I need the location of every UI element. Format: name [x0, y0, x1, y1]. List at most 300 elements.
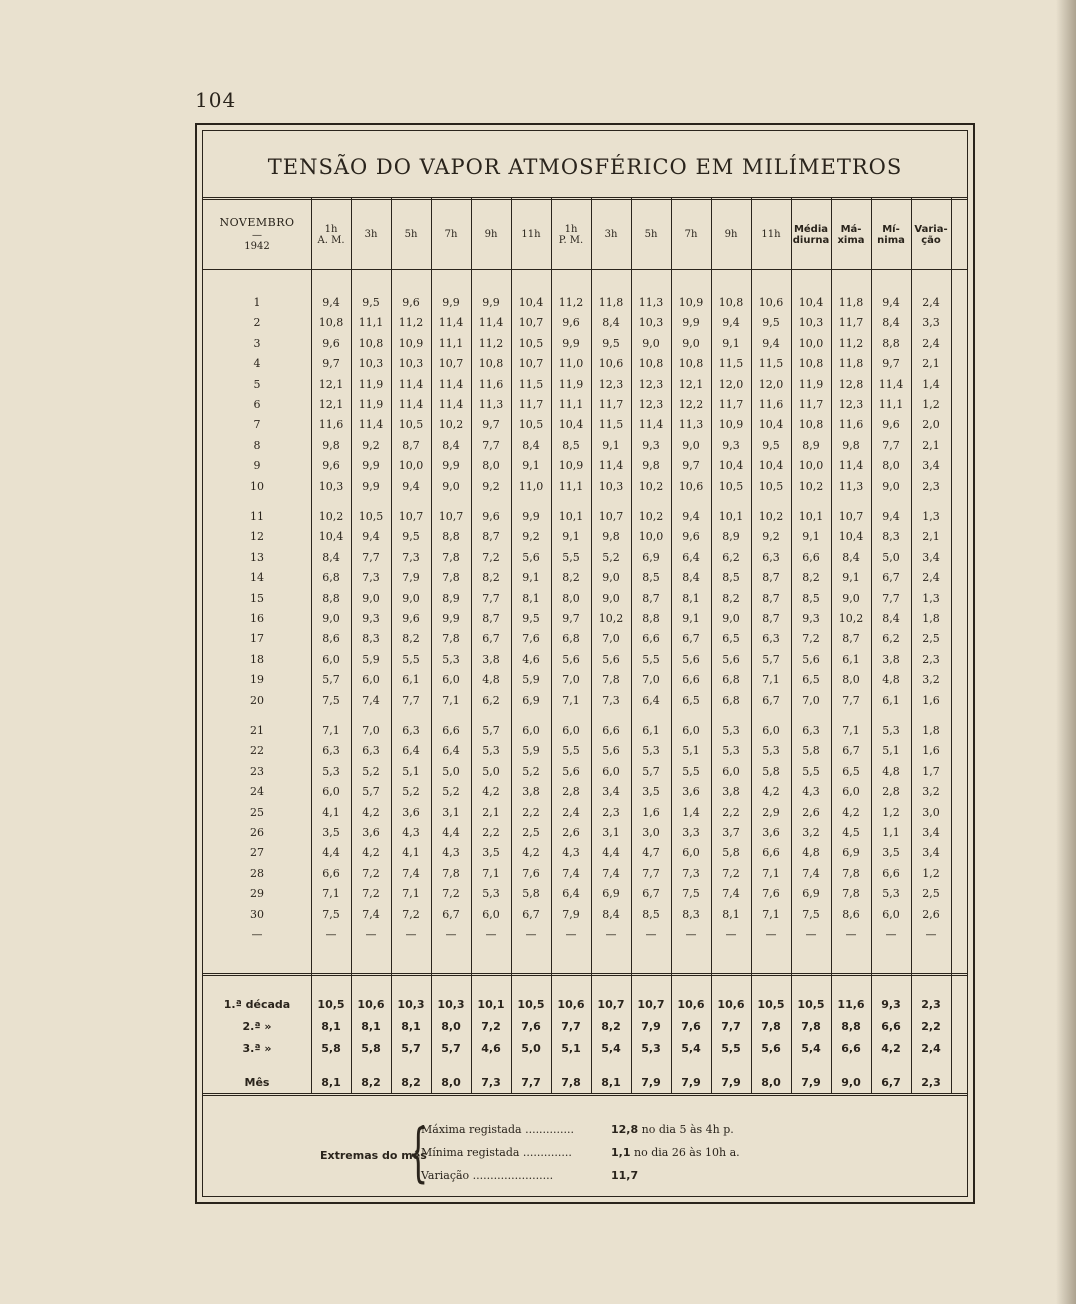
day-number: 17 [250, 632, 264, 646]
table-cell: 7,8 [442, 866, 460, 880]
table-cell: 9,3 [722, 438, 740, 452]
table-cell: 3,1 [442, 805, 460, 819]
day-number: 7 [253, 418, 261, 432]
table-cell: 11,8 [838, 296, 864, 309]
table-cell: 3,8 [722, 785, 740, 799]
summary-cell: 8,2 [401, 1076, 421, 1089]
table-cell: 9,3 [642, 438, 660, 452]
table-cell: 9,5 [762, 316, 780, 330]
table-cell: 6,7 [762, 693, 780, 707]
table-cell: 9,6 [322, 336, 340, 350]
table-cell: 10,4 [558, 418, 584, 432]
table-cell: 11,6 [838, 418, 864, 432]
table-cell: 5,6 [562, 652, 580, 666]
table-cell: 10,3 [638, 316, 664, 330]
table-cell: 9,4 [322, 296, 340, 309]
table-cell: 8,7 [402, 438, 420, 452]
table-cell: 2,5 [522, 826, 540, 839]
table-cell: 11,4 [438, 398, 464, 411]
header-rule [203, 269, 967, 270]
table-cell: — [685, 928, 697, 941]
day-number: 15 [250, 591, 264, 605]
header-column [511, 201, 551, 269]
table-cell: 10,5 [518, 336, 544, 350]
table-cell: 3,4 [922, 459, 940, 473]
table-cell: 6,0 [482, 907, 500, 921]
header-column [351, 201, 391, 269]
table-cell: 7,2 [362, 866, 380, 880]
table-cell: 9,7 [482, 418, 500, 432]
table-cell: 10,5 [718, 479, 744, 493]
table-cell: 1,6 [642, 805, 660, 819]
summary-cell: 10,6 [557, 998, 585, 1011]
table-cell: 10,8 [318, 316, 344, 330]
table-cell: 6,7 [842, 744, 860, 758]
summary-label: Mês [244, 1076, 270, 1089]
header-column-line2: P. M. [558, 235, 584, 246]
table-cell: 5,3 [482, 744, 500, 758]
table-cell: 7,4 [602, 866, 620, 880]
summary-cell: 7,8 [761, 1020, 781, 1033]
table-cell: 9,0 [642, 336, 660, 350]
table-cell: 6,0 [362, 673, 380, 687]
table-cell: 11,4 [638, 418, 664, 432]
summary-cell: 5,8 [321, 1042, 341, 1055]
table-cell: 8,9 [722, 530, 740, 544]
summary-cell: 5,6 [761, 1042, 781, 1055]
summary-cell: 10,5 [757, 998, 785, 1011]
table-cell: 6,0 [682, 724, 700, 737]
table-cell: 4,4 [442, 826, 460, 839]
summary-cell: 5,3 [641, 1042, 661, 1055]
summary-cell: 7,2 [481, 1020, 501, 1033]
table-cell: 10,7 [838, 510, 864, 523]
table-cell: 10,6 [598, 357, 624, 371]
day-number: 18 [250, 652, 264, 666]
table-cell: 7,6 [762, 887, 780, 901]
table-cell: 10,4 [718, 459, 744, 473]
table-cell: 7,1 [762, 866, 780, 880]
table-cell: 4,6 [522, 652, 540, 666]
table-cell: 11,3 [838, 479, 864, 493]
summary-cell: 8,1 [401, 1020, 421, 1033]
table-cell: 6,1 [642, 724, 660, 737]
table-cell: 10,6 [758, 296, 784, 309]
table-cell: 5,0 [882, 550, 900, 564]
table-cell: 2,6 [802, 805, 820, 819]
table-cell: 5,0 [442, 764, 460, 778]
table-cell: 7,5 [802, 907, 820, 921]
table-cell: 2,0 [922, 418, 940, 432]
table-cell: 5,6 [602, 744, 620, 758]
summary-cell: 8,1 [361, 1020, 381, 1033]
table-cell: 10,8 [638, 357, 664, 371]
table-cell: 6,5 [722, 632, 740, 646]
table-cell: 1,8 [922, 612, 940, 625]
extremes-label: Extremas do mês [320, 1149, 427, 1162]
table-cell: 6,6 [762, 846, 780, 860]
summary-cell: 6,7 [881, 1076, 901, 1089]
header-column [791, 201, 831, 269]
table-cell: 2,4 [922, 336, 940, 350]
table-cell: 7,4 [722, 887, 740, 901]
table-cell: 8,1 [722, 907, 740, 921]
table-cell: 11,3 [638, 296, 664, 309]
day-number: — [251, 928, 263, 941]
table-cell: 7,0 [602, 632, 620, 646]
summary-cell: 5,4 [801, 1042, 821, 1055]
table-cell: 11,5 [518, 377, 544, 391]
table-cell: 3,6 [402, 805, 420, 819]
table-cell: 11,4 [398, 398, 424, 411]
table-cell: 9,6 [402, 612, 420, 625]
header-dash: — [252, 229, 262, 241]
table-cell: 9,6 [322, 459, 340, 473]
table-cell: 4,2 [842, 805, 860, 819]
day-number: 29 [250, 887, 264, 901]
table-inner-frame [202, 130, 968, 1197]
table-cell: 7,1 [842, 724, 860, 737]
day-number: 6 [253, 398, 261, 411]
header-year: 1942 [244, 241, 270, 253]
table-cell: 9,8 [842, 438, 860, 452]
table-cell: 7,8 [842, 887, 860, 901]
table-cell: 9,0 [842, 591, 860, 605]
table-cell: 11,6 [318, 418, 344, 432]
table-cell: 11,1 [558, 479, 584, 493]
table-cell: 8,4 [602, 907, 620, 921]
header-column [911, 201, 951, 269]
table-cell: 7,7 [882, 591, 900, 605]
table-cell: 8,0 [842, 673, 860, 687]
table-cell: 9,1 [522, 571, 540, 585]
summary-cell: 10,1 [477, 998, 505, 1011]
table-cell: 6,5 [802, 673, 820, 687]
summary-cell: 2,4 [921, 1042, 941, 1055]
summary-cell: 10,5 [797, 998, 825, 1011]
day-number: 22 [250, 744, 264, 758]
table-cell: 6,3 [362, 744, 380, 758]
table-cell: 6,9 [642, 550, 660, 564]
summary-cell: 5,0 [521, 1042, 541, 1055]
table-cell: 11,5 [758, 357, 784, 371]
summary-cell: 6,6 [841, 1042, 861, 1055]
table-cell: 11,8 [838, 357, 864, 371]
table-cell: 2,1 [922, 530, 940, 544]
table-cell: 7,2 [722, 866, 740, 880]
table-cell: 8,3 [362, 632, 380, 646]
table-cell: 9,1 [602, 438, 620, 452]
table-cell: 7,6 [522, 866, 540, 880]
table-cell: 9,0 [402, 591, 420, 605]
day-number: 27 [250, 846, 264, 860]
table-cell: 7,1 [762, 907, 780, 921]
table-cell: 9,4 [402, 479, 420, 493]
table-cell: 11,2 [478, 336, 504, 350]
table-cell: 6,1 [842, 652, 860, 666]
table-cell: 7,1 [402, 887, 420, 901]
table-cell: 8,2 [562, 571, 580, 585]
table-cell: 4,3 [442, 846, 460, 860]
table-cell: 3,3 [922, 316, 940, 330]
summary-cell: 5,4 [601, 1042, 621, 1055]
summary-cell: 9,3 [881, 998, 901, 1011]
table-cell: 4,2 [362, 846, 380, 860]
summary-cell: 10,5 [517, 998, 545, 1011]
table-cell: 11,4 [598, 459, 624, 473]
table-cell: 10,0 [798, 459, 824, 473]
table-cell: 5,2 [602, 550, 620, 564]
table-cell: 3,0 [922, 805, 940, 819]
summary-cell: 5,1 [561, 1042, 581, 1055]
table-cell: 1,6 [922, 693, 940, 707]
table-cell: 3,4 [602, 785, 620, 799]
table-cell: 3,8 [482, 652, 500, 666]
table-cell: 9,0 [682, 336, 700, 350]
table-cell: 11,4 [438, 377, 464, 391]
table-cell: 9,9 [482, 296, 500, 309]
table-cell: 5,3 [322, 764, 340, 778]
table-cell: 6,0 [522, 724, 540, 737]
table-cell: — [605, 928, 617, 941]
table-cell: 11,6 [758, 398, 784, 411]
header-column-line2: nima [877, 235, 905, 246]
table-cell: 9,5 [362, 296, 380, 309]
table-cell: 12,3 [838, 398, 864, 411]
summary-cell: 7,7 [521, 1076, 541, 1089]
table-cell: 9,1 [842, 571, 860, 585]
summary-cell: 9,0 [841, 1076, 861, 1089]
table-cell: 5,3 [882, 887, 900, 901]
table-cell: 4,2 [482, 785, 500, 799]
table-cell: 5,2 [522, 764, 540, 778]
table-cell: 9,0 [682, 438, 700, 452]
table-cell: 8,2 [402, 632, 420, 646]
extreme-value-number: 11,7 [611, 1169, 639, 1182]
table-cell: 3,5 [642, 785, 660, 799]
table-cell: 7,5 [322, 693, 340, 707]
table-cell: 1,4 [682, 805, 700, 819]
summary-cell: 7,9 [641, 1020, 661, 1033]
table-cell: 12,0 [758, 377, 784, 391]
summary-cell: 11,6 [837, 998, 865, 1011]
table-cell: 7,5 [322, 907, 340, 921]
table-cell: 4,4 [602, 846, 620, 860]
summary-cell: 6,6 [881, 1020, 901, 1033]
table-cell: 7,1 [442, 693, 460, 707]
summary-cell: 7,9 [681, 1076, 701, 1089]
table-cell: 5,2 [402, 785, 420, 799]
table-cell: 8,4 [602, 316, 620, 330]
table-cell: 2,5 [922, 632, 940, 646]
table-cell: 12,8 [838, 377, 864, 391]
table-cell: 10,3 [318, 479, 344, 493]
table-cell: 8,5 [562, 438, 580, 452]
page-title: TENSÃO DO VAPOR ATMOSFÉRICO EM MILÍMETROS [267, 155, 903, 179]
table-cell: 4,2 [362, 805, 380, 819]
table-cell: 11,4 [838, 459, 864, 473]
table-cell: 8,2 [802, 571, 820, 585]
table-cell: — [725, 928, 737, 941]
table-cell: 10,8 [718, 296, 744, 309]
table-cell: 3,3 [682, 826, 700, 839]
summary-cell: 5,7 [441, 1042, 461, 1055]
table-cell: 8,2 [482, 571, 500, 585]
table-cell: 10,9 [678, 296, 704, 309]
table-cell: 7,8 [442, 632, 460, 646]
table-cell: 6,6 [802, 550, 820, 564]
table-cell: 6,0 [722, 764, 740, 778]
summary-cell: 10,7 [597, 998, 625, 1011]
table-cell: 8,7 [762, 612, 780, 625]
table-cell: 5,0 [482, 764, 500, 778]
table-cell: 5,3 [722, 724, 740, 737]
table-cell: 7,4 [362, 907, 380, 921]
table-cell: 9,8 [642, 459, 660, 473]
table-cell: 11,7 [598, 398, 624, 411]
table-cell: 6,6 [682, 673, 700, 687]
table-cell: — [765, 928, 777, 941]
table-cell: 10,7 [518, 357, 544, 371]
table-cell: 7,8 [442, 571, 460, 585]
table-cell: 4,8 [882, 764, 900, 778]
summary-cell: 8,0 [441, 1076, 461, 1089]
table-cell: 6,0 [602, 764, 620, 778]
table-cell: 6,6 [882, 866, 900, 880]
table-cell: 1,2 [922, 866, 940, 880]
table-cell: 4,2 [762, 785, 780, 799]
table-cell: 10,9 [558, 459, 584, 473]
table-cell: 6,4 [562, 887, 580, 901]
header-column-line1: Mí- [882, 223, 900, 235]
table-cell: 5,3 [642, 744, 660, 758]
table-cell: 7,2 [482, 550, 500, 564]
table-cell: 10,2 [318, 510, 344, 523]
table-cell: 12,0 [718, 377, 744, 391]
table-cell: 5,7 [362, 785, 380, 799]
table-cell: 7,3 [402, 550, 420, 564]
table-cell: 2,1 [922, 357, 940, 371]
table-cell: 11,0 [558, 357, 584, 371]
table-cell: 1,8 [922, 724, 940, 737]
header-month: NOVEMBRO [219, 216, 295, 230]
table-cell: 9,8 [322, 438, 340, 452]
summary-rule [203, 973, 967, 976]
table-cell: 2,3 [922, 479, 940, 493]
table-cell: 2,3 [602, 805, 620, 819]
table-cell: 2,2 [522, 805, 540, 819]
table-cell: — [805, 928, 817, 941]
summary-cell: 8,1 [321, 1076, 341, 1089]
table-cell: 8,1 [522, 591, 540, 605]
table-cell: 6,0 [322, 785, 340, 799]
table-cell: 7,7 [842, 693, 860, 707]
table-cell: 7,4 [802, 866, 820, 880]
table-cell: 10,2 [758, 510, 784, 523]
day-number: 12 [250, 530, 264, 544]
header-column-line2: xima [837, 235, 865, 246]
table-cell: 10,3 [358, 357, 384, 371]
table-cell: 3,4 [922, 846, 940, 860]
summary-cell: 8,2 [601, 1020, 621, 1033]
table-cell: 6,7 [442, 907, 460, 921]
summary-cell: 7,6 [521, 1020, 541, 1033]
table-cell: — [845, 928, 857, 941]
table-cell: 11,1 [358, 316, 384, 330]
table-cell: 6,3 [762, 632, 780, 646]
table-cell: 11,2 [558, 296, 584, 309]
header-column-line1: 7h [444, 229, 458, 241]
table-cell: 9,2 [522, 530, 540, 544]
table-cell: 8,3 [882, 530, 900, 544]
table-cell: 6,9 [802, 887, 820, 901]
table-cell: 10,7 [598, 510, 624, 523]
summary-cell: 10,3 [397, 998, 425, 1011]
table-cell: — [565, 928, 577, 941]
table-cell: 8,8 [442, 530, 460, 544]
table-cell: 7,7 [642, 866, 660, 880]
table-cell: 11,4 [878, 377, 904, 391]
table-cell: 3,5 [482, 846, 500, 860]
table-cell: 11,5 [598, 418, 624, 432]
table-cell: 8,8 [642, 612, 660, 625]
table-cell: 6,7 [482, 632, 500, 646]
header-column-line1: Má- [840, 223, 862, 235]
table-cell: 7,4 [562, 866, 580, 880]
day-number: 20 [250, 693, 264, 707]
table-cell: 4,8 [802, 846, 820, 860]
table-cell: 6,0 [842, 785, 860, 799]
table-cell: 3,5 [882, 846, 900, 860]
table-cell: 8,7 [642, 591, 660, 605]
table-cell: 9,6 [882, 418, 900, 432]
table-cell: 7,0 [642, 673, 660, 687]
table-cell: 8,5 [722, 571, 740, 585]
table-cell: 8,7 [762, 591, 780, 605]
table-cell: 5,7 [762, 652, 780, 666]
summary-cell: 8,0 [441, 1020, 461, 1033]
table-cell: 9,7 [322, 357, 340, 371]
table-cell: 11,3 [678, 418, 704, 432]
table-cell: 10,0 [798, 336, 824, 350]
table-cell: 2,3 [922, 652, 940, 666]
table-cell: 8,0 [882, 459, 900, 473]
page-number: 104 [195, 88, 237, 112]
table-cell: 2,8 [562, 785, 580, 799]
table-cell: 8,7 [762, 571, 780, 585]
table-cell: 9,1 [722, 336, 740, 350]
table-cell: 10,7 [438, 357, 464, 371]
table-cell: 5,7 [642, 764, 660, 778]
table-cell: 10,4 [318, 530, 344, 544]
day-number: 3 [253, 336, 261, 350]
table-cell: 11,9 [798, 377, 824, 391]
table-cell: 9,4 [722, 316, 740, 330]
table-cell: 3,7 [722, 826, 740, 839]
table-cell: 7,1 [322, 887, 340, 901]
summary-cell: 7,9 [801, 1076, 821, 1089]
table-cell: 3,2 [802, 826, 820, 839]
day-number: 28 [250, 866, 264, 880]
header-column-line1: 7h [684, 229, 698, 241]
table-cell: 4,3 [402, 826, 420, 839]
table-cell: 6,9 [522, 693, 540, 707]
table-cell: 2,2 [482, 826, 500, 839]
summary-cell: 7,8 [801, 1020, 821, 1033]
table-cell: 7,7 [482, 438, 500, 452]
table-cell: 10,4 [838, 530, 864, 544]
table-cell: 10,1 [718, 510, 744, 523]
